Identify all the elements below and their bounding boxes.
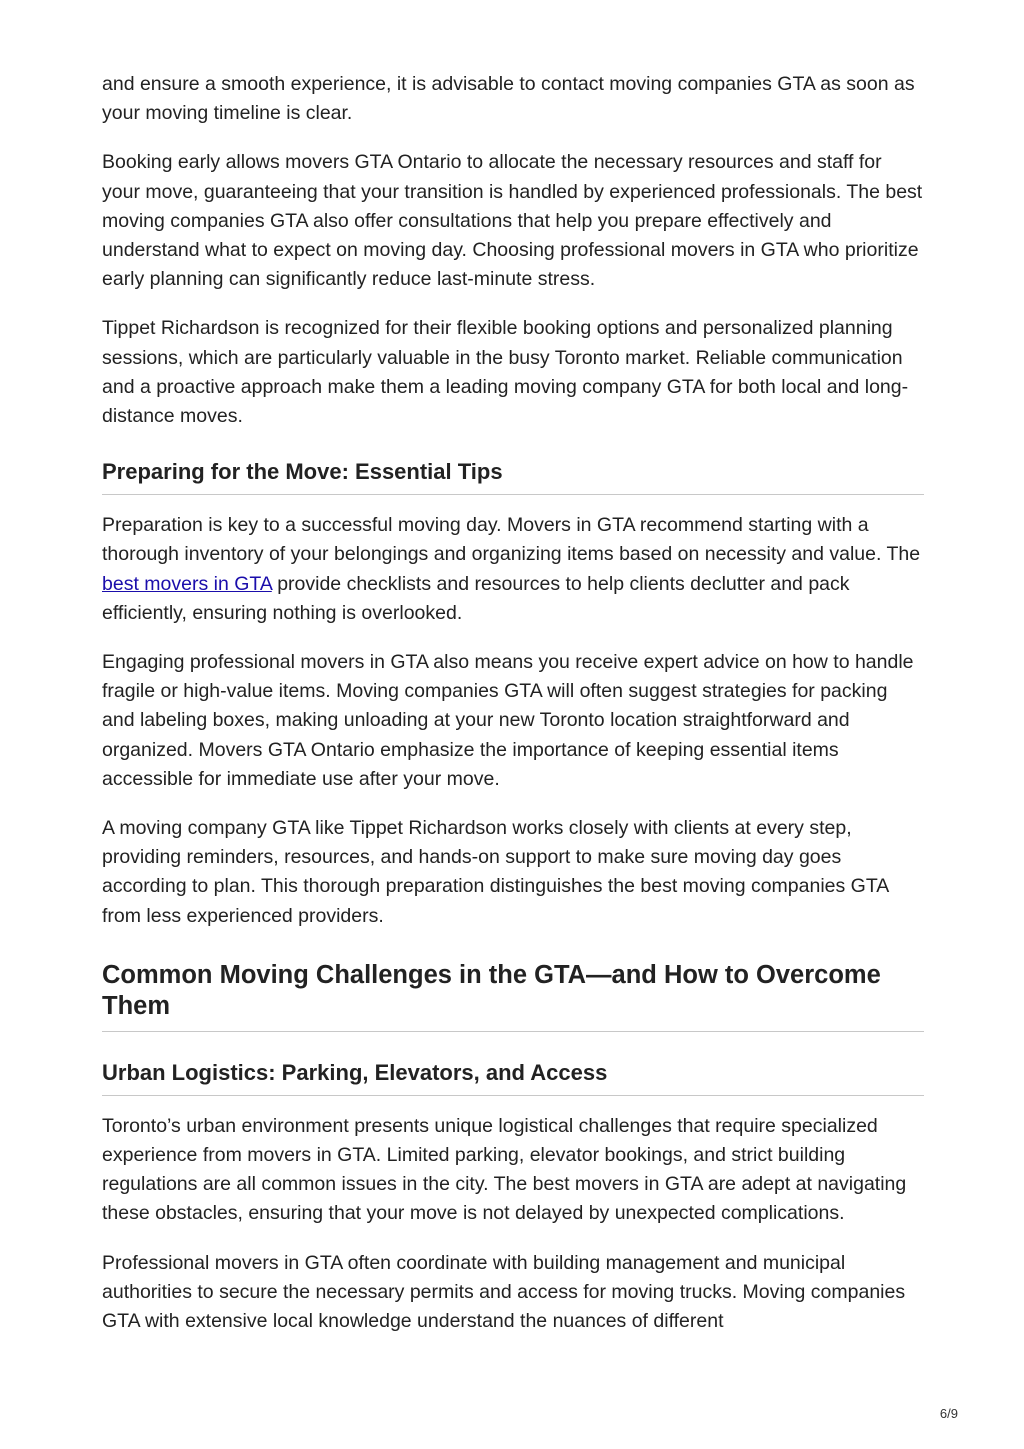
paragraph-hands-on-support: A moving company GTA like Tippet Richardson works closely with clients at every step, providing reminders, resources, and hands-on support to make sure moving day goes according to plan. This thorough preparation distinguishes the best moving companies GTA from less experienced providers. — [102, 817, 889, 927]
paragraph-tippet-richardson: Tippet Richardson is recognized for their flexible booking options and personalized planning sessions, which are particularly valuable in the busy Toronto market. Reliable communication and a proactive approach make them a leading moving company GTA for both local and long-distance moves. — [102, 317, 909, 428]
page-number: 6/9 — [939, 1406, 958, 1421]
best-movers-link[interactable]: best movers in GTA — [102, 572, 272, 595]
heading-urban-logistics: Urban Logistics: Parking, Elevators, and Access — [102, 1059, 924, 1096]
paragraph-preparation-after: provide checklists and resources to help clients declutter and pack efficiently, ensuring nothing is overlooked. — [102, 572, 850, 624]
paragraph-booking-early: Booking early allows movers GTA Ontario to allocate the necessary resources and staff for your move, guaranteeing that your transition is handled by experienced professionals. The best moving companies GTA also offer consultations that help you prepare effectively and understand what to expect on moving day. Choosing professional movers in GTA who prioritize early planning can significantly reduce last-minute stress. — [102, 151, 923, 291]
heading-common-challenges: Common Moving Challenges in the GTA—and How to Overcome Them — [102, 960, 924, 1032]
paragraph-permits-access: Professional movers in GTA often coordinate with building management and municipal authorities to secure the necessary permits and access for moving trucks. Moving companies GTA with extensive local knowledge understand the nuances of different — [102, 1251, 906, 1333]
paragraph-contact-early: and ensure a smooth experience, it is advisable to contact moving companies GTA as soon as your moving timeline is clear. — [102, 73, 915, 125]
paragraph-urban-environment: Toronto’s urban environment presents unique logistical challenges that require specialized experience from movers in GTA. Limited parking, elevator bookings, and strict building regulations are all common issues in the city. The best movers in GTA are adept at navigating these obstacles, ensuring that your move is not delayed by unexpected complications. — [102, 1114, 907, 1225]
paragraph-expert-advice: Engaging professional movers in GTA also means you receive expert advice on how to handle fragile or high-value items. Moving companies GTA will often suggest strategies for packing and labeling boxes, making unloading at your new Toronto location straightforward and organized. Movers GTA Ontario emphasize the importance of keeping essential items accessible for immediate use after your move. — [102, 651, 914, 790]
document-body — [102, 70, 924, 1356]
paragraph-preparation — [102, 511, 924, 628]
paragraph-preparation-before: Preparation is key to a successful moving day. Movers in GTA recommend starting with a thorough inventory of your belongings and organizing items based on necessity and value. The — [102, 514, 921, 566]
heading-preparing-for-move: Preparing for the Move: Essential Tips — [102, 458, 924, 495]
